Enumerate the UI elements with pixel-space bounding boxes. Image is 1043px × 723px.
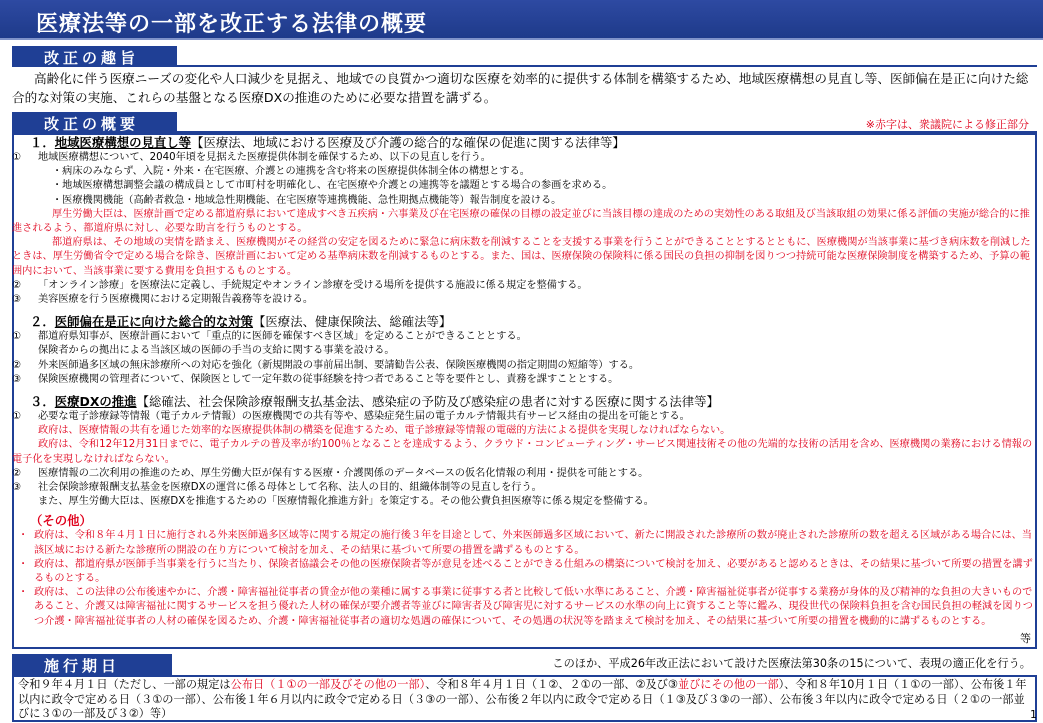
other-heading: （その他） [30,513,92,529]
list-item: 保険者からの拠出による当該区域の医師の手当の支給に関する事業を設ける。 [38,345,395,357]
list-item: ② 医療情報の二次利用の推進のため、厚生労働大臣が保有する医療・介護関係のデータベースの仮名化情報の利用・提供を可能とする。 [12,467,649,479]
list-item: ③ 美容医療を行う医療機関における定期報告義務等を設ける。 [12,294,314,306]
list-item: ・医療機関機能（高齢者救急・地域急性期機能、在宅医療等連携機能、急性期拠点機能等）報告制度を設ける。 [52,194,562,206]
amendment-text: 厚生労働大臣は、医療計画で定める都道府県において達成すべき五疾病・六事業及び在宅医療の確保の目標の設定並びに当該目標の達成のための実効性のある取組及び当該取組の効果に係る評価の実施が総合的に推進されるよう、都道府県に対し、必要な助言を行うものとする。 [12,208,1030,235]
purpose-text [12,69,1032,107]
divider [177,65,1037,67]
list-item: ・病床のみならず、入院・外来・在宅医療、介護との連携を含む将来の医療提供体制全体の構想とする。 [52,166,530,178]
list-item: ② 「オンライン診療」を医療法に定義し、手続規定やオンライン診療を受ける場所を提供する施設に係る規定を整備する。 [12,279,588,291]
list-item: ② 外来医師過多区域の無床診療所への対応を強化（新規開設の事前届出制、要請勧告公表、保険医療機関の指定期間の短縮等）する。 [12,359,640,371]
section-label-overview: 改正の概要 [12,112,177,133]
list-item: ③ 社会保険診療報酬支払基金を医療DXの運営に係る母体として名称、法人の目的、組織体制等の見直しを行う。 [12,482,542,494]
effective-date-note: このほか、平成26年改正法において設けた医療法第30条の15について、表現の適正化を行う。 [552,657,1031,670]
list-item: ・ 政府は、令和８年４月１日に施行される外来医師過多区域等に関する規定の施行後３年を目途として、外来医師過多区域において、新たに開設された診療所の数が廃止された診療所の数を超える区域がある場合には、当該区域における新たな診療所の開設の在り方について検討を加え、その結果に基づいて所要の措置を講ずるものとする。 [18,530,1032,556]
section-1-heading: １．地域医療構想の見直し等【医療法、地域における医療及び介護の総合的な確保の促進に関する法律等】 [30,135,625,150]
purpose-body: 高齢化に伴う医療ニーズの変化や人口減少を見据え、地域での良質かつ適切な医療を効率的に提供する体制を構築するため、地域医療構想の見直し等、医師偏在是正に向けた総合的な対策の実施、これらの基盤となる医療DXの推進のために必要な措置を講ずる。 [12,71,1029,105]
list-item: ・ 政府は、この法律の公布後速やかに、介護・障害福祉従事者の賃金が他の業種に属する事業に従事する者と比較して低い水準にあること、介護・障害福祉従事者が従事する業務が身体的及び精神的な負担の大きいものであること、介護又は障害福祉に関するサービスを担う優れた人材の確保が要介護者等並びに障害者及び障害児に対するサービスの水準の向上に資すること等に鑑み、現役世代の保険料負担を含む国民負担の軽減を図りつつ介護・障害福祉従事者の人材の確保を図るため、介護・障害福祉従事者の適切な処遇の確保について、その処遇の状況等を踏まえて検討を加え、その結果に基づいて所要の措置を機動的に講ずるものとする。 [18,587,1033,627]
overview-content [12,134,1037,629]
amendment-text: 政府は、令和12年12月31日までに、電子カルテの普及率が約100％となることを達成するよう、クラウド・コンピューティング・サービス関連技術その他の先端的な技術の活用を含め、医療機関の業務における情報の電子化を実現しなければならない。 [12,439,1033,465]
effective-date-box: 令和９年４月１日（ただし、一部の規定は公布日（１①の一部及びその他の一部）、令和８年４月１日（１②、２①の一部、②及び③並びにその他の一部）、令和８年10月１日（１①の一部）、公布後１年以内に政令で定める日（３①の一部）、公布後１年６月以内に政令で定める日（３③の一部）、公布後２年以内に政令で定める日（１③及び３③の一部）、公布後３年以内に政令で定める日（２①の一部並びに３①の一部及び３②）等） [12,675,1037,722]
list-item: ① 必要な電子診療録等情報（電子カルテ情報）の医療機関での共有等や、感染症発生届の電子カルテ情報共有サービス経由の提出を可能とする。 [12,411,690,423]
section-label-purpose: 改正の趣旨 [12,46,177,67]
section-label-effective-date: 施行期日 [12,654,172,675]
section-3-heading: ３．医療DXの推進【総確法、社会保険診療報酬支払基金法、感染症の予防及び感染症の患者に対する医療に関する法律等】 [30,394,719,410]
list-item: ・ 政府は、都道府県が医師手当事業を行うに当たり、保険者協議会その他の医療保険者等が意見を述べることができる仕組みの構築について検討を加え、必要があると認めるときは、その結果に基づいて所要の措置を講ずるものとする。 [18,558,1033,585]
etc-mark: 等 [1020,632,1031,645]
amendment-text: 政府は、医療情報の共有を通じた効率的な医療提供体制の構築を促進するため、電子診療録等情報の電磁的方法による提供を実現しなければならない。 [38,425,731,437]
amendment-text: 都道府県は、その地域の実情を踏まえ、医療機関がその経営の安定を図るために緊急に病床数を削減することを支援する事業を行うことができることとするとともに、医療機関が当該事業に基づき病床数を削減したときは、厚生労働省令で定める場合を除き、医療計画において定める基準病床数を削減するものとする。また、国は、医療保険の保険料に係る国民の負担の抑制を図りつつ持続可能な医療保険制度を構築するため、予算の範囲内において、当該事業に要する費用を負担するものとする。 [12,237,1031,277]
amendment-note: ※赤字は、衆議院による修正部分 [865,118,1029,131]
page-number: 1 [1030,708,1037,721]
list-item: ③ 保険医療機関の管理者について、保険医として一定年数の従事経験を持つ者であること等を要件とし、責務を課すこととする。 [12,373,619,385]
section-2-heading: ２．医師偏在是正に向けた総合的な対策【医療法、健康保険法、総確法等】 [30,314,452,330]
list-item: ・地域医療構想調整会議の構成員として市町村を明確化し、在宅医療や介護との連携等を議題とする場合の参画を求める。 [52,180,613,192]
list-item: また、厚生労働大臣は、医療DXを推進するための「医療情報化推進方針」を策定する。その他公費負担医療等に係る規定を整備する。 [38,496,654,508]
list-item: ① 都道府県知事が、医療計画において「重点的に医師を確保すべき区域」を定めることができることとする。 [12,331,527,343]
list-item: ① 地域医療構想について、2040年頃を見据えた医療提供体制を確保するため、以下の見直しを行う。 [12,152,491,163]
page-title: 医療法等の一部を改正する法律の概要 [0,0,1043,40]
